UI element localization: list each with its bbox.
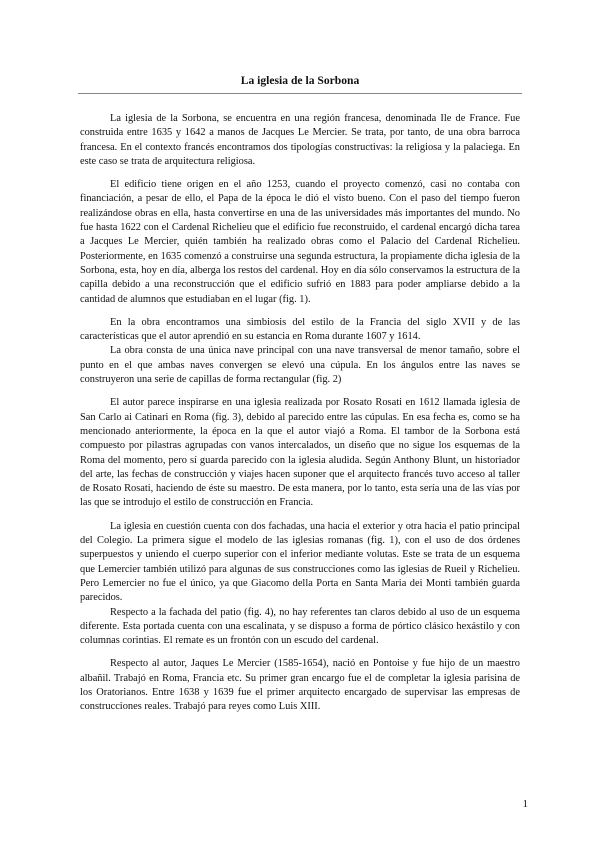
page-number: 1 (522, 798, 528, 810)
paragraph-influence: El autor parece inspirarse en una iglesia realizada por Rosato Rosati en 1612 llamada iglesia de San Carlo ai Catinari en Roma (fig. 3), debido al parecido entre las cúpulas. En esa fecha es, como se ha mencionado anteriormente, la época en la que el autor viajó a Roma. El tambor de la Sorbona está compuesto por pilastras agrupadas con vanos intercalados, un diseño que no sigue los esquemas de la Roma del momento, pero sí guarda parecido con la iglesia aludida. Según Anthony Blunt, un historiador del arte, las fechas de construcción y viajes hacen suponer que el arquitecto francés tuvo acceso al taller de Rosato Rosati, haciendo de éste su maestro. De esta manera, por lo tanto, esta sería una de las vías por las que se introdujo el estilo de construcción en Francia. (80, 397, 520, 509)
paragraph-facades: La iglesia en cuestión cuenta con dos fachadas, una hacia el exterior y otra hacia el patio principal del Colegio. La primera sigue el modelo de las iglesias romanas (fig. 1), con el uso de dos órdenes superpuestos y uniendo el cuerpo superior con el inferior mediante volutas. Este se trata de un esquema que Lemercier también utilizó para algunas de sus construcciones como las iglesias de Rueil y Richelieu. Pero Lemercier no fue el único, ya que Giacomo della Porta en Santa Maria dei Monti también guarda parecidos. (80, 520, 520, 604)
document-title: La iglesia de la Sorbona (240, 74, 360, 87)
document-body (80, 112, 520, 715)
paragraph-style: En la obra encontramos una simbiosis del estilo de la Francia del siglo XVII y de las características que el autor aprendió en su estancia en Roma durante 1607 y 1614. (80, 316, 520, 343)
paragraph-plan: La obra consta de una única nave principal con una nave transversal de menor tamaño, sobre el punto en el que ambas naves convergen se elevó una cúpula. En los ángulos entre las naves se construyeron una serie de capillas de forma rectangular (fig. 2) (80, 345, 520, 386)
paragraph-intro: La iglesia de la Sorbona, se encuentra en una región francesa, denominada Ile de France. Fue construida entre 1635 y 1642 a manos de Jacques Le Mercier. Se trata, por tanto, de una obra barroca francesa. En el contexto francés encontramos dos tipologías constructivas: la religiosa y la palaciega. En este caso se trata de arquitectura religiosa. (80, 113, 520, 167)
paragraph-history: El edificio tiene origen en el año 1253, cuando el proyecto comenzó, casi no contaba con financiación, a pesar de ello, el Papa de la época le dió el visto bueno. Con el paso del tiempo fueron realizándose obras en ella, hasta convertirse en una de las universidades más importantes del mundo. No fue hasta 1622 con el Cardenal Richelieu que el edificio fue reconstruido, el cardenal encargó dicha tarea a Jacques Le Mercier, quién también ha realizado obras como el Palacio del Cardenal Richelieu. Posteriormente, en 1635 comenzó a construirse una segunda estructura, la propiamente dicha iglesia de la Sorbona, esta, hoy en día, alberga los restos del cardenal. Hoy en día sólo conservamos la estructura de la capilla debido a una reconstrucción que el edificio sufrió en 1883 para poder ampliarse debido a la cantidad de alumnos que estudiaban en el lugar (fig. 1). (80, 179, 520, 305)
paragraph-patio-facade: Respecto a la fachada del patio (fig. 4), no hay referentes tan claros debido al uso de un esquema diferente. Esta portada cuenta con una escalinata, y se dispuso a forma de pórtico clásico hexástilo y con columnas corintias. El remate es un frontón con un escudo del cardenal. (80, 606, 520, 647)
paragraph-author: Respecto al autor, Jaques Le Mercier (1585-1654), nació en Pontoise y fue hijo de un maestro albañil. Trabajó en Roma, Francia etc. Su primer gran encargo fue el de completar la iglesia parisina de los Oratorianos. Entre 1638 y 1639 fue el primer arquitecto encargado de supervisar las empresas de construcciones reales. Trabajó para reyes como Luis XIII. (80, 658, 520, 713)
title-divider (78, 93, 522, 94)
